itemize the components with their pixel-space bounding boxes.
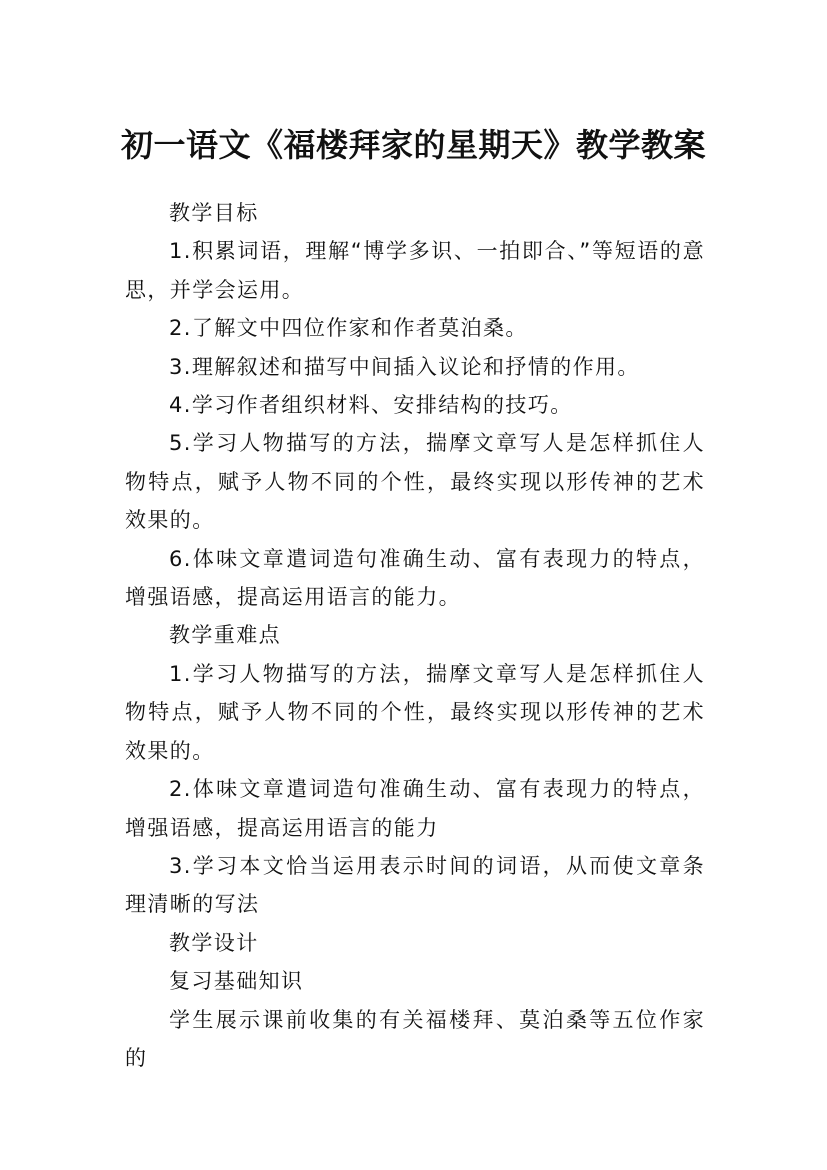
document-body bbox=[125, 194, 705, 1077]
objective-item-3: 3.理解叙述和描写中间插入议论和抒情的作用。 bbox=[169, 354, 640, 379]
objective-item-4: 4.学习作者组织材料、安排结构的技巧。 bbox=[169, 393, 573, 418]
objective-item-6: 6.体味文章遣词造句准确生动、富有表现力的特点，增强语感，提高运用语言的能力。 bbox=[125, 546, 705, 610]
section-heading-design: 教学设计 bbox=[169, 930, 259, 955]
body-paragraph: 学生展示课前收集的有关福楼拜、莫泊桑等五位作家的 bbox=[125, 1007, 705, 1070]
subheading-review: 复习基础知识 bbox=[169, 969, 304, 994]
key-point-item-3: 3.学习本文恰当运用表示时间的词语，从而使文章条理清晰的写法 bbox=[125, 853, 705, 917]
objective-item-2: 2.了解文中四位作家和作者莫泊桑。 bbox=[169, 316, 528, 341]
document-title: 初一语文《福楼拜家的星期天》教学教案 bbox=[120, 126, 706, 165]
section-heading-key-points: 教学重难点 bbox=[169, 623, 281, 648]
objective-item-5: 5.学习人物描写的方法，揣摩文章写人是怎样抓住人物特点，赋予人物不同的个性，最终实现以形传神的艺术效果的。 bbox=[125, 431, 705, 533]
key-point-item-2: 2.体味文章遣词造句准确生动、富有表现力的特点，增强语感，提高运用语言的能力 bbox=[125, 777, 705, 840]
key-point-item-1: 1.学习人物描写的方法，揣摩文章写人是怎样抓住人物特点，赋予人物不同的个性，最终实现以形传神的艺术效果的。 bbox=[125, 661, 705, 763]
section-heading-objectives: 教学目标 bbox=[169, 201, 259, 225]
objective-item-1: 1.积累词语，理解“博学多识、一拍即合、”等短语的意思，并学会运用。 bbox=[125, 239, 705, 302]
